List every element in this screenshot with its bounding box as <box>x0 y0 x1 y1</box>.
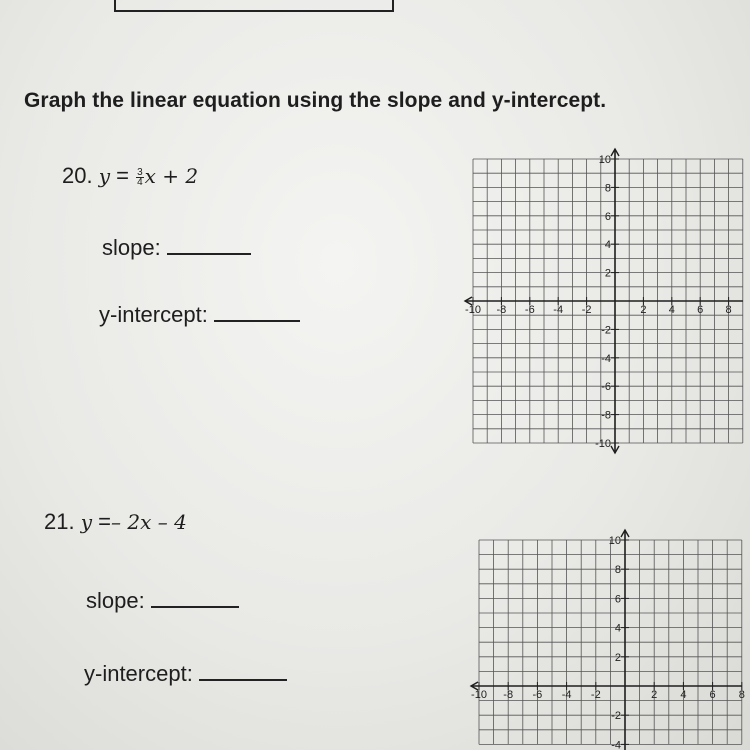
y-tick-label: -4 <box>611 739 621 750</box>
equation-equals: = <box>110 163 136 188</box>
x-tick-label: 2 <box>640 304 647 316</box>
x-tick-label: 4 <box>668 304 675 316</box>
equation-rhs: – 2x – 4 <box>111 510 187 534</box>
y-tick-label: 2 <box>604 267 611 280</box>
x-tick-label: -10 <box>471 689 487 701</box>
x-tick-label: 4 <box>680 689 687 701</box>
y-tick-label: -2 <box>601 324 611 337</box>
problem-number: 21. <box>44 509 75 534</box>
y-tick-label: -10 <box>595 438 611 450</box>
equation-y: y <box>80 510 93 534</box>
slope-label: slope: <box>86 588 145 613</box>
x-tick-label: 2 <box>651 689 658 701</box>
y-tick-label: -6 <box>601 381 611 394</box>
x-tick-label: -4 <box>561 689 572 701</box>
equation-rhs: x + 2 <box>144 164 199 188</box>
x-tick-label: 6 <box>697 304 704 316</box>
x-tick-label: -6 <box>524 304 535 316</box>
y-tick-label: 4 <box>614 622 621 635</box>
x-tick-label: -2 <box>590 689 601 701</box>
y-tick-label: 8 <box>604 182 611 195</box>
y-tick-label: 6 <box>614 593 621 606</box>
y-tick-label: 2 <box>614 651 621 664</box>
y-tick-label: -2 <box>611 710 621 723</box>
x-tick-label: -8 <box>503 689 514 701</box>
y-tick-label: -8 <box>601 409 611 422</box>
x-tick-label: -2 <box>581 304 592 316</box>
y-tick-label: 4 <box>604 239 611 252</box>
y-tick-label: 8 <box>614 564 621 577</box>
fraction-denominator: 4 <box>137 176 143 188</box>
x-tick-label: -6 <box>532 689 543 701</box>
x-tick-label: -8 <box>496 304 507 316</box>
x-tick-label: 8 <box>738 689 745 701</box>
x-tick-label: -10 <box>465 304 481 316</box>
y-tick-label: 10 <box>608 535 621 547</box>
x-tick-label: -4 <box>553 304 564 316</box>
x-tick-label: 8 <box>725 304 732 316</box>
y-tick-label: 6 <box>604 210 611 223</box>
equation-equals: = <box>92 509 111 534</box>
y-tick-label: 10 <box>598 154 611 166</box>
y-tick-label: -4 <box>601 352 611 365</box>
equation-y: y <box>98 164 111 188</box>
problem-number: 20. <box>62 163 93 188</box>
x-tick-label: 6 <box>709 689 716 701</box>
intercept-label: y-intercept: <box>99 302 208 327</box>
instructions-heading: Graph the linear equation using the slope and y-intercept. <box>24 89 607 112</box>
slope-label: slope: <box>102 235 161 260</box>
fraction-numerator: 3 <box>137 166 143 178</box>
intercept-label: y-intercept: <box>84 661 193 686</box>
